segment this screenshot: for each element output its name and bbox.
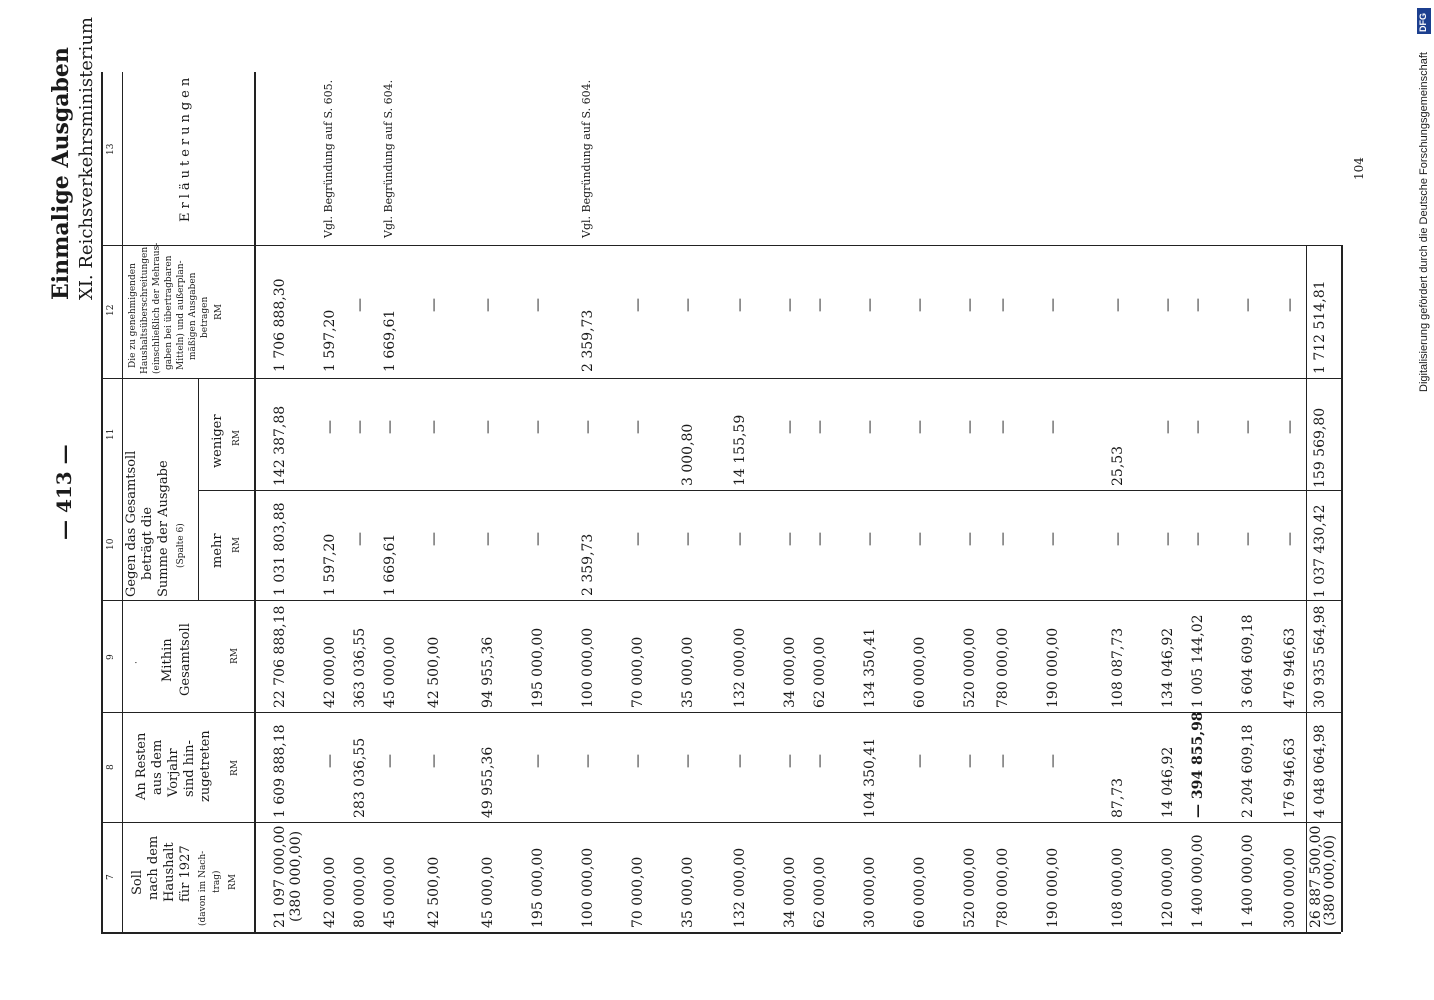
row-8-c11: — [580,420,596,434]
col8-header-line4: sind hin- [182,740,197,797]
row-2-c10: 1 597,20 [322,533,338,596]
table-bottom-edge [1341,245,1343,932]
row-1-c9: 22 706 888,18 [272,605,288,708]
col10-11-header-line2: beträgt die [140,506,155,580]
row-10-c11: 3 000,80 [680,423,696,486]
row-3-c9: 363 036,55 [352,627,368,708]
row-3-c11: — [352,420,368,434]
row-2-c9: 42 000,00 [322,636,338,708]
col-num-7: 7 [106,874,116,880]
row-18-c8: — [1045,754,1061,768]
row-1-c7: 21 097 000,00 [272,825,288,928]
subheader-rule-10-11 [198,378,199,600]
row-4-c7: 45 000,00 [382,856,398,928]
row-21-c9: 1 005 144,02 [1190,614,1206,708]
col-divider-9-10 [101,600,1341,601]
table-right-edge [101,932,1341,934]
row-23-c12: — [1282,298,1298,312]
col-divider-8-9 [101,712,1341,713]
row-6-c8: 49 955,36 [480,746,496,818]
col7-header-line5: (davon im Nach- [198,850,208,926]
row-23-c9: 476 946,63 [1282,627,1298,708]
col12-header-line2: Haushaltsüberschreitungen [140,246,150,374]
col7-header-line4: für 1927 [178,845,193,902]
row-18-c7: 190 000,00 [1045,847,1061,928]
row-5-c10: — [426,532,442,546]
row-8-c7: 100 000,00 [580,847,596,928]
col8-header-line1: An Resten [134,732,149,800]
row-12-c12: — [782,298,798,312]
row-13-c9: 62 000,00 [812,636,828,708]
col9-header-line2: Gesamtsoll [178,623,193,696]
col11-unit: RM [232,430,242,446]
row-7-c10: — [530,532,546,546]
digitization-footer: Digitalisierung gefördert durch die Deutsche Forschungsgemeinschaft [1418,52,1430,392]
row-23-c10: — [1282,532,1298,546]
row-5-c9: 42 500,00 [426,636,442,708]
row-14-c9: 134 350,41 [862,627,878,708]
row-15-c10: — [912,532,928,546]
row-16-c9: 520 000,00 [962,627,978,708]
row-17-c8: — [995,754,1011,768]
row-17-c7: 780 000,00 [995,847,1011,928]
row-16-c12: — [962,298,978,312]
ministry-heading: XI. Reichsverkehrsministerium [76,17,97,300]
row-3-c7: 80 000,00 [352,856,368,928]
row-19-c8: 87,73 [1110,777,1126,818]
col-divider-12-13 [101,245,1341,246]
col9-header-line1: Mithin [160,638,175,682]
row-17-c12: — [995,298,1011,312]
col10-mehr: mehr [210,533,225,568]
row-2-c12: 1 597,20 [322,309,338,372]
row-22-c7: 1 400 000,00 [1240,834,1256,928]
col-divider-10-11 [198,490,1341,491]
totals-rule [1306,245,1307,932]
row-7-c11: — [530,420,546,434]
row-5-c11: — [426,420,442,434]
row-5-c12: — [426,298,442,312]
col12-header-line6: mäßigen Ausgaben [188,272,198,360]
row-18-c12: — [1045,298,1061,312]
row-11-c9: 132 000,00 [732,627,748,708]
total-c7-nachtrag: (380 000,00) [1322,834,1338,926]
row-17-c11: — [995,420,1011,434]
col-num-12: 12 [106,304,116,316]
row-11-c11: 14 155,59 [732,414,748,486]
col7-header-line2: nach dem [146,835,161,900]
col12-header-line5: Mitteln) und außerplan- [176,260,186,370]
col7-header-line1: Soll [130,869,145,895]
col7-unit: RM [228,874,238,890]
row-8-c8: — [580,754,596,768]
row-11-c7: 132 000,00 [732,847,748,928]
row-17-c10: — [995,532,1011,546]
row-15-c9: 60 000,00 [912,636,928,708]
col12-header-line1: Die zu genehmigenden [128,263,138,368]
row-7-c9: 195 000,00 [530,627,546,708]
row-8-c10: 2 359,73 [580,533,596,596]
row-2-c8: — [322,754,338,768]
col8-header-line5: zugetreten [198,730,213,802]
row-18-c9: 190 000,00 [1045,627,1061,708]
row-12-c10: — [782,532,798,546]
row-8-c9: 100 000,00 [580,627,596,708]
row-11-c8: — [732,754,748,768]
row-11-c12: — [732,298,748,312]
row-12-c7: 34 000,00 [782,856,798,928]
col8-unit: RM [230,760,240,776]
col-num-8: 8 [106,764,116,770]
row-2-c13: Vgl. Begründung auf S. 605. [322,79,335,238]
row-10-c7: 35 000,00 [680,856,696,928]
row-20-c12: — [1160,298,1176,312]
total-c11: 159 569,80 [1312,407,1328,488]
row-17-c9: 780 000,00 [995,627,1011,708]
dfg-logo-text: DFG [1418,13,1428,32]
total-c10: 1 037 430,42 [1312,504,1328,598]
header-bottom-rule [254,72,256,932]
row-4-c13: Vgl. Begründung auf S. 604. [382,79,395,238]
row-4-c8: — [382,754,398,768]
row-19-c11: 25,53 [1110,445,1126,486]
total-c9: 30 935 564,98 [1312,605,1328,708]
row-4-c9: 45 000,00 [382,636,398,708]
row-19-c9: 108 087,73 [1110,627,1126,708]
row-18-c10: — [1045,532,1061,546]
row-1-c10: 1 031 803,88 [272,502,288,596]
col12-header-line7: betragen [200,296,210,338]
row-15-c7: 60 000,00 [912,856,928,928]
row-15-c12: — [912,298,928,312]
col9-dot: · [132,661,142,664]
table-top-edge [101,72,103,932]
row-13-c8: — [812,754,828,768]
row-19-c10: — [1110,532,1126,546]
row-8-c12: 2 359,73 [580,309,596,372]
row-15-c8: — [912,754,928,768]
row-20-c7: 120 000,00 [1160,847,1176,928]
section-title: Einmalige Ausgaben [48,47,74,300]
row-18-c11: — [1045,420,1061,434]
col-num-10: 10 [106,538,116,550]
row-13-c10: — [812,532,828,546]
row-11-c10: — [732,532,748,546]
row-2-c11: — [322,420,338,434]
row-6-c7: 45 000,00 [480,856,496,928]
row-21-c12: — [1190,298,1206,312]
total-c12: 1 712 514,81 [1312,280,1328,374]
row-20-c10: — [1160,532,1176,546]
row-4-c12: 1 669,61 [382,309,398,372]
col13-header: Erläuterungen [178,73,193,222]
col-divider-11-12 [101,378,1341,379]
row-16-c7: 520 000,00 [962,847,978,928]
row-14-c8: 104 350,41 [862,737,878,818]
row-6-c11: — [480,420,496,434]
row-10-c8: — [680,754,696,768]
col10-unit: RM [232,537,242,553]
col10-11-header-line3: Summe der Ausgabe [156,460,171,597]
col8-header-line3: Vorjahr [166,748,181,797]
row-21-c7: 1 400 000,00 [1190,834,1206,928]
row-19-c7: 108 000,00 [1110,847,1126,928]
row-5-c7: 42 500,00 [426,856,442,928]
row-9-c8: — [630,754,646,768]
col10-11-header-line1: Gegen das Gesamtsoll [124,450,139,597]
row-4-c11: — [382,420,398,434]
total-c7: 26 887 500,00 [1308,825,1324,928]
row-16-c8: — [962,754,978,768]
row-6-c10: — [480,532,496,546]
row-2-c7: 42 000,00 [322,856,338,928]
row-21-c8: — 394 855,98 [1190,711,1206,818]
col-num-9: 9 [106,654,116,660]
col10-11-header-line4: (Spalte 6) [176,523,186,568]
row-14-c12: — [862,298,878,312]
row-9-c12: — [630,298,646,312]
row-6-c12: — [480,298,496,312]
row-10-c12: — [680,298,696,312]
row-14-c11: — [862,420,878,434]
col-num-11: 11 [106,428,116,440]
row-7-c8: — [530,754,546,768]
row-9-c7: 70 000,00 [630,856,646,928]
row-14-c10: — [862,532,878,546]
col12-header-line4: gaben bei übertragbaren [164,255,174,370]
row-5-c8: — [426,754,442,768]
row-12-c11: — [782,420,798,434]
total-c8: 4 048 064,98 [1312,724,1328,818]
col8-header-line2: aus dem [150,739,165,795]
row-23-c11: — [1282,420,1298,434]
column-number-rule [122,72,123,932]
row-13-c7: 62 000,00 [812,856,828,928]
row-19-c12: — [1110,298,1126,312]
row-12-c8: — [782,754,798,768]
row-22-c8: 2 204 609,18 [1240,724,1256,818]
row-13-c11: — [812,420,828,434]
col9-unit: RM [230,648,240,664]
row-21-c10: — [1190,532,1206,546]
row-16-c11: — [962,420,978,434]
row-20-c11: — [1160,420,1176,434]
corner-page-number: 104 [1352,157,1366,180]
row-13-c12: — [812,298,828,312]
row-16-c10: — [962,532,978,546]
row-7-c12: — [530,298,546,312]
row-20-c8: 14 046,92 [1160,746,1176,818]
row-20-c9: 134 046,92 [1160,627,1176,708]
row-6-c9: 94 955,36 [480,636,496,708]
row-3-c8: 283 036,55 [352,737,368,818]
row-3-c12: — [352,298,368,312]
row-9-c9: 70 000,00 [630,636,646,708]
row-22-c11: — [1240,420,1256,434]
row-3-c10: — [352,532,368,546]
row-23-c7: 300 000,00 [1282,847,1298,928]
row-4-c10: 1 669,61 [382,533,398,596]
row-22-c9: 3 604 609,18 [1240,614,1256,708]
row-14-c7: 30 000,00 [862,856,878,928]
col7-header-line3: Haushalt [162,842,177,902]
row-21-c11: — [1190,420,1206,434]
col-num-13: 13 [106,143,116,155]
row-23-c8: 176 946,63 [1282,737,1298,818]
row-10-c10: — [680,532,696,546]
row-1-c7-nachtrag: (380 000,00) [288,830,304,922]
page-number: — 413 — [52,444,76,540]
row-22-c12: — [1240,298,1256,312]
row-8-c13: Vgl. Begründung auf S. 604. [580,79,593,238]
col-divider-7-8 [101,822,1341,823]
row-9-c10: — [630,532,646,546]
row-12-c9: 34 000,00 [782,636,798,708]
row-10-c9: 35 000,00 [680,636,696,708]
col11-weniger: weniger [210,414,225,468]
row-1-c11: 142 387,88 [272,405,288,486]
row-1-c12: 1 706 888,30 [272,278,288,372]
row-15-c11: — [912,420,928,434]
row-22-c10: — [1240,532,1256,546]
row-7-c7: 195 000,00 [530,847,546,928]
col7-header-line6: trag) [212,870,222,893]
row-1-c8: 1 609 888,18 [272,724,288,818]
col12-header-line3: (einschließlich der Mehraus- [152,242,162,374]
col12-unit: RM [214,304,224,320]
row-9-c11: — [630,420,646,434]
